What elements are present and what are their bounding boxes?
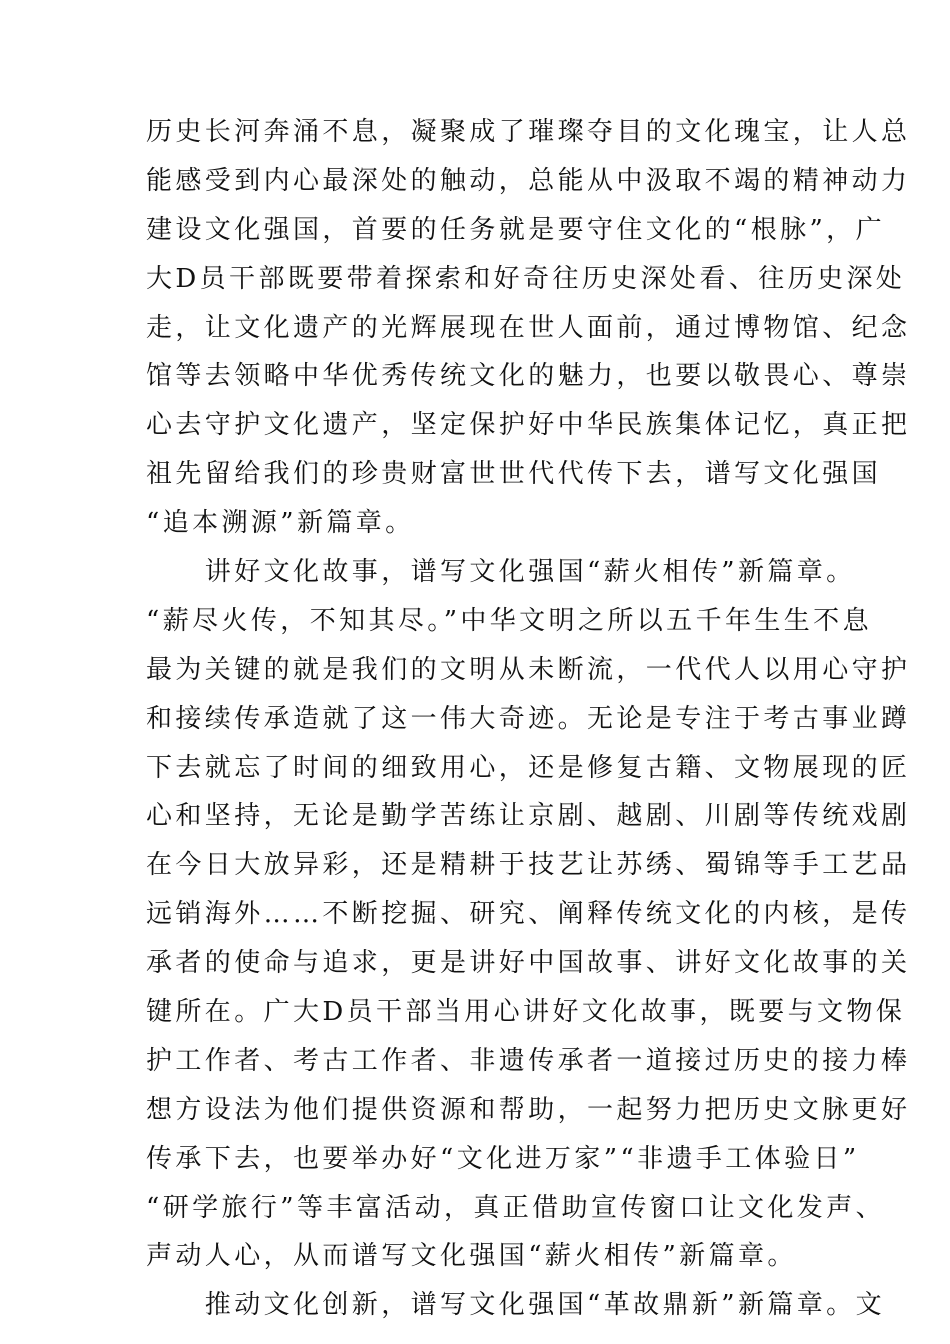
text-line: 承者的使命与追求，更是讲好中国故事、讲好文化故事的关 xyxy=(146,948,911,979)
paragraph-heading-line: 讲好文化故事，谱写文化强国“薪火相传”新篇章。 xyxy=(146,557,856,588)
text-line: 远销海外……不断挖掘、研究、阐释传统文化的内核，是传 xyxy=(146,899,911,930)
text-line: 走，让文化遗产的光辉展现在世人面前，通过博物馆、纪念 xyxy=(146,312,911,343)
text-line: 心去守护文化遗产，坚定保护好中华民族集体记忆，真正把 xyxy=(146,410,911,441)
text-line: 下去就忘了时间的细致用心，还是修复古籍、文物展现的匠 xyxy=(146,752,911,783)
text-line: 声动人心，从而谱写文化强国“薪火相传”新篇章。 xyxy=(146,1241,797,1272)
text-line: 传承下去，也要举办好“文化进万家”“非遗手工体验日” xyxy=(146,1143,860,1174)
text-line: 想方设法为他们提供资源和帮助，一起努力把历史文脉更好 xyxy=(146,1094,911,1125)
text-line: 键所在。广大D员干部当用心讲好文化故事，既要与文物保 xyxy=(146,997,906,1028)
text-line: 心和坚持，无论是勤学苦练让京剧、越剧、川剧等传统戏剧 xyxy=(146,801,911,832)
text-line: 祖先留给我们的珍贵财富世世代代传下去，谱写文化强国 xyxy=(146,459,882,490)
text-line: 和接续传承造就了这一伟大奇迹。无论是专注于考古事业蹲 xyxy=(146,703,911,734)
paragraph-heading-line: 推动文化创新，谱写文化强国“革故鼎新”新篇章。文 xyxy=(146,1290,885,1321)
text-line: 大D员干部既要带着探索和好奇往历史深处看、往历史深处 xyxy=(146,263,906,294)
text-line: “研学旅行”等丰富活动，真正借助宣传窗口让文化发声、 xyxy=(146,1192,885,1223)
body-text xyxy=(146,108,911,1330)
text-line: 护工作者、考古工作者、非遗传承者一道接过历史的接力棒 xyxy=(146,1045,911,1076)
text-line: 建设文化强国，首要的任务就是要守住文化的“根脉”，广 xyxy=(146,214,885,245)
text-line: 馆等去领略中华优秀传统文化的魅力，也要以敬畏心、尊崇 xyxy=(146,361,911,392)
text-line: 历史长河奔涌不息，凝聚成了璀璨夺目的文化瑰宝，让人总 xyxy=(146,117,911,147)
text-line: “追本溯源”新篇章。 xyxy=(146,508,415,539)
text-line: 在今日大放异彩，还是精耕于技艺让苏绣、蜀锦等手工艺品 xyxy=(146,850,911,881)
text-line: 能感受到内心最深处的触动，总能从中汲取不竭的精神动力 xyxy=(146,165,911,196)
text-line: 最为关键的就是我们的文明从未断流，一代代人以用心守护 xyxy=(146,654,911,685)
text-line: “薪尽火传，不知其尽。”中华文明之所以五千年生生不息 xyxy=(146,605,872,636)
